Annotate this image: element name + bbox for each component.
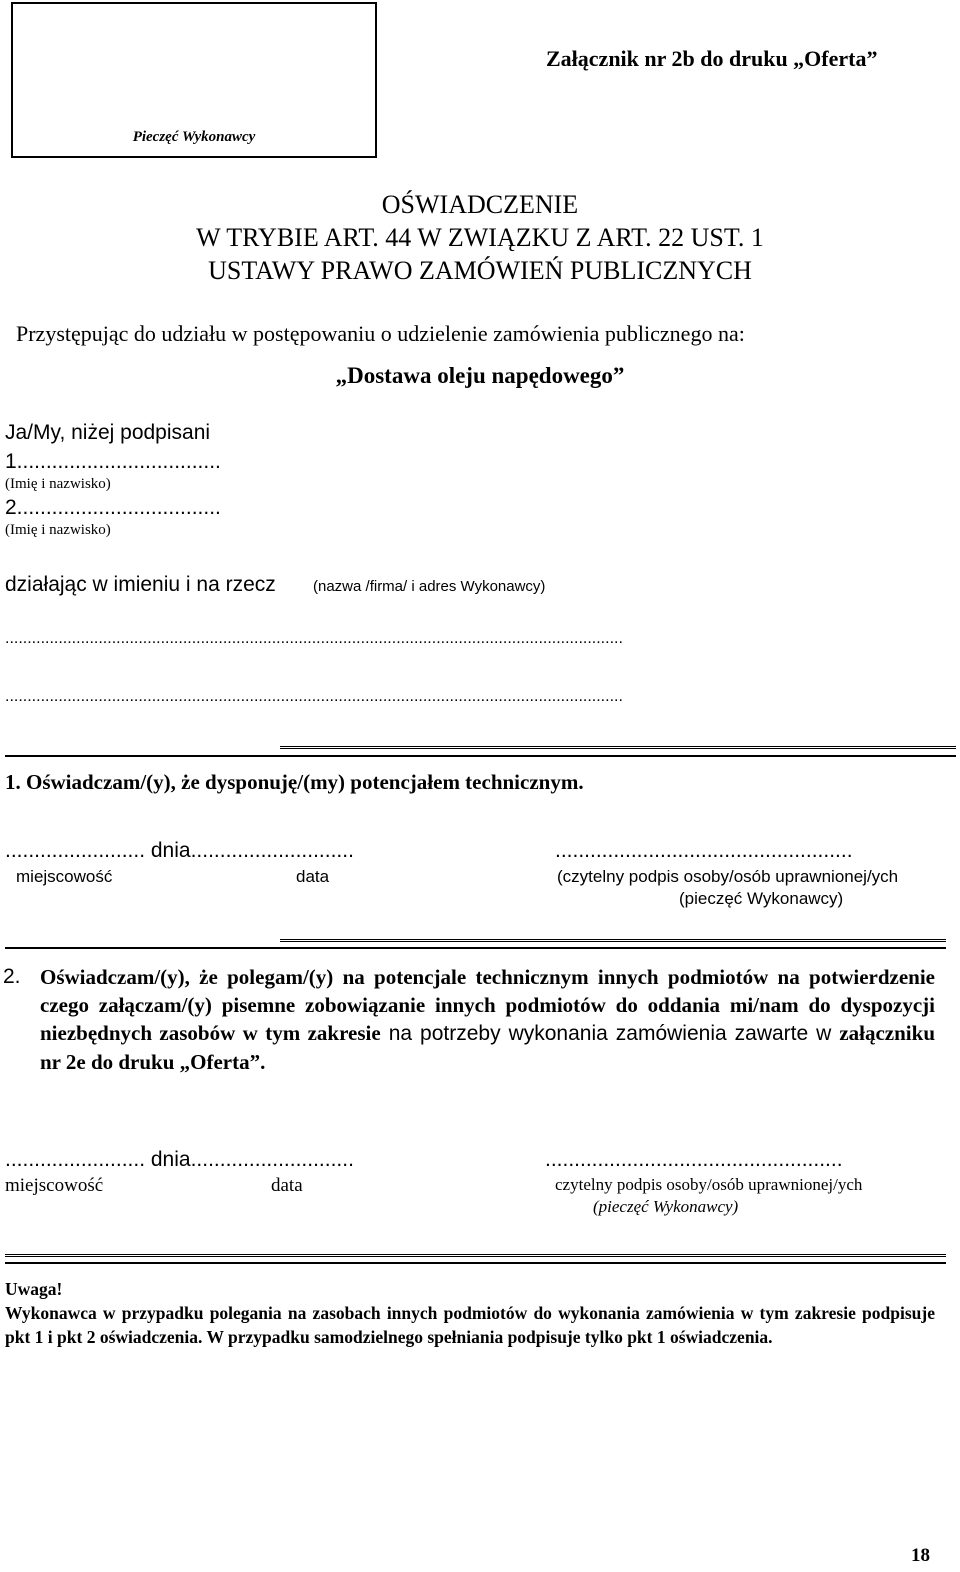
statement-2 bbox=[3, 963, 935, 1076]
note-title: Uwaga! bbox=[5, 1279, 63, 1299]
date-caption-1: data bbox=[296, 867, 330, 886]
contractor-dots-line-2: ........................................................................................................................................... bbox=[5, 688, 623, 705]
tender-subject: „Dostawa oleju napędowego” bbox=[335, 363, 625, 388]
signature-line-1: ................................................... bbox=[555, 839, 853, 862]
statement-2-annex-ref: załączniku nr 2e do druku „Oferta”. bbox=[40, 1021, 935, 1074]
statement-2-number: 2. bbox=[3, 965, 21, 988]
annex-label: Załącznik nr 2b do druku „Oferta” bbox=[546, 46, 878, 71]
divider-single-2 bbox=[5, 947, 946, 949]
date-caption-2: data bbox=[271, 1175, 303, 1196]
note bbox=[5, 1277, 935, 1349]
note-text: Wykonawca w przypadku polegania na zasobach innych podmiotów do wykonania zamówienia w tym zakresie podpisuje pkt 1 i pkt 2 oświadczenia. W przypadku samodzielnego spełniania podpisuje tylko pkt 1 oświadczenia. bbox=[5, 1303, 935, 1347]
statement-1: 1. Oświadczam/(y), że dysponuję/(my) potencjałem technicznym. bbox=[5, 770, 584, 794]
title-line-3: USTAWY PRAWO ZAMÓWIEŃ PUBLICZNYCH bbox=[208, 256, 752, 285]
page-number: 18 bbox=[911, 1545, 930, 1566]
title-line-1: OŚWIADCZENIE bbox=[381, 190, 579, 219]
statement-2-plain-part: na potrzeby wykonania zamówienia zawarte w bbox=[380, 1022, 840, 1045]
contractor-stamp-box bbox=[11, 2, 377, 158]
stamp-caption-1: (pieczęć Wykonawcy) bbox=[679, 889, 844, 908]
place-date-line-1: ........................ dnia............................ bbox=[5, 839, 354, 862]
signer-1-line: 1................................... bbox=[5, 450, 221, 473]
signature-caption-2: czytelny podpis osoby/osób uprawnionej/ych bbox=[555, 1175, 863, 1194]
divider-double bbox=[280, 746, 956, 752]
place-caption-2: miejscowość bbox=[5, 1175, 104, 1196]
signature-line-2: ................................................... bbox=[545, 1148, 843, 1171]
contractor-dots-line-1: ........................................................................................................................................... bbox=[5, 630, 623, 647]
place-date-line-2: ........................ dnia............................ bbox=[5, 1148, 354, 1171]
statement-2-bold-part: Oświadczam/(y), że polegam/(y) na potencjale technicznym innych podmiotów na potwierdzenie czego załączam/(y) pisemne zobowiązanie innych podmiotów do oddania mi/nam do dyspozycji niezbędnych zasobów w tym zakresie bbox=[40, 965, 935, 1045]
divider-double-3 bbox=[5, 1254, 946, 1260]
stamp-label: Pieczęć Wykonawcy bbox=[132, 129, 256, 145]
contractor-name-hint: (nazwa /firma/ i adres Wykonawcy) bbox=[313, 578, 546, 595]
signer-2-caption: (Imię i nazwisko) bbox=[5, 522, 111, 538]
intro-text: Przystępując do udziału w postępowaniu o udzielenie zamówienia publicznego na: bbox=[16, 321, 745, 346]
signature-caption-1: (czytelny podpis osoby/osób uprawnionej/ych bbox=[557, 867, 899, 886]
title-line-2: W TRYBIE ART. 44 W ZWIĄZKU Z ART. 22 UST. 1 bbox=[196, 223, 764, 252]
stamp-caption-2: (pieczęć Wykonawcy) bbox=[593, 1197, 739, 1216]
signers-heading: Ja/My, niżej podpisani bbox=[5, 421, 211, 444]
signer-2-line: 2................................... bbox=[5, 496, 221, 519]
place-caption-1: miejscowość bbox=[16, 867, 113, 886]
acting-on-behalf-text: działając w imieniu i na rzecz bbox=[5, 573, 276, 596]
signer-1-caption: (Imię i nazwisko) bbox=[5, 476, 111, 492]
divider-single bbox=[5, 755, 956, 757]
divider-single-3 bbox=[5, 1262, 946, 1264]
divider-double-2 bbox=[280, 939, 946, 945]
